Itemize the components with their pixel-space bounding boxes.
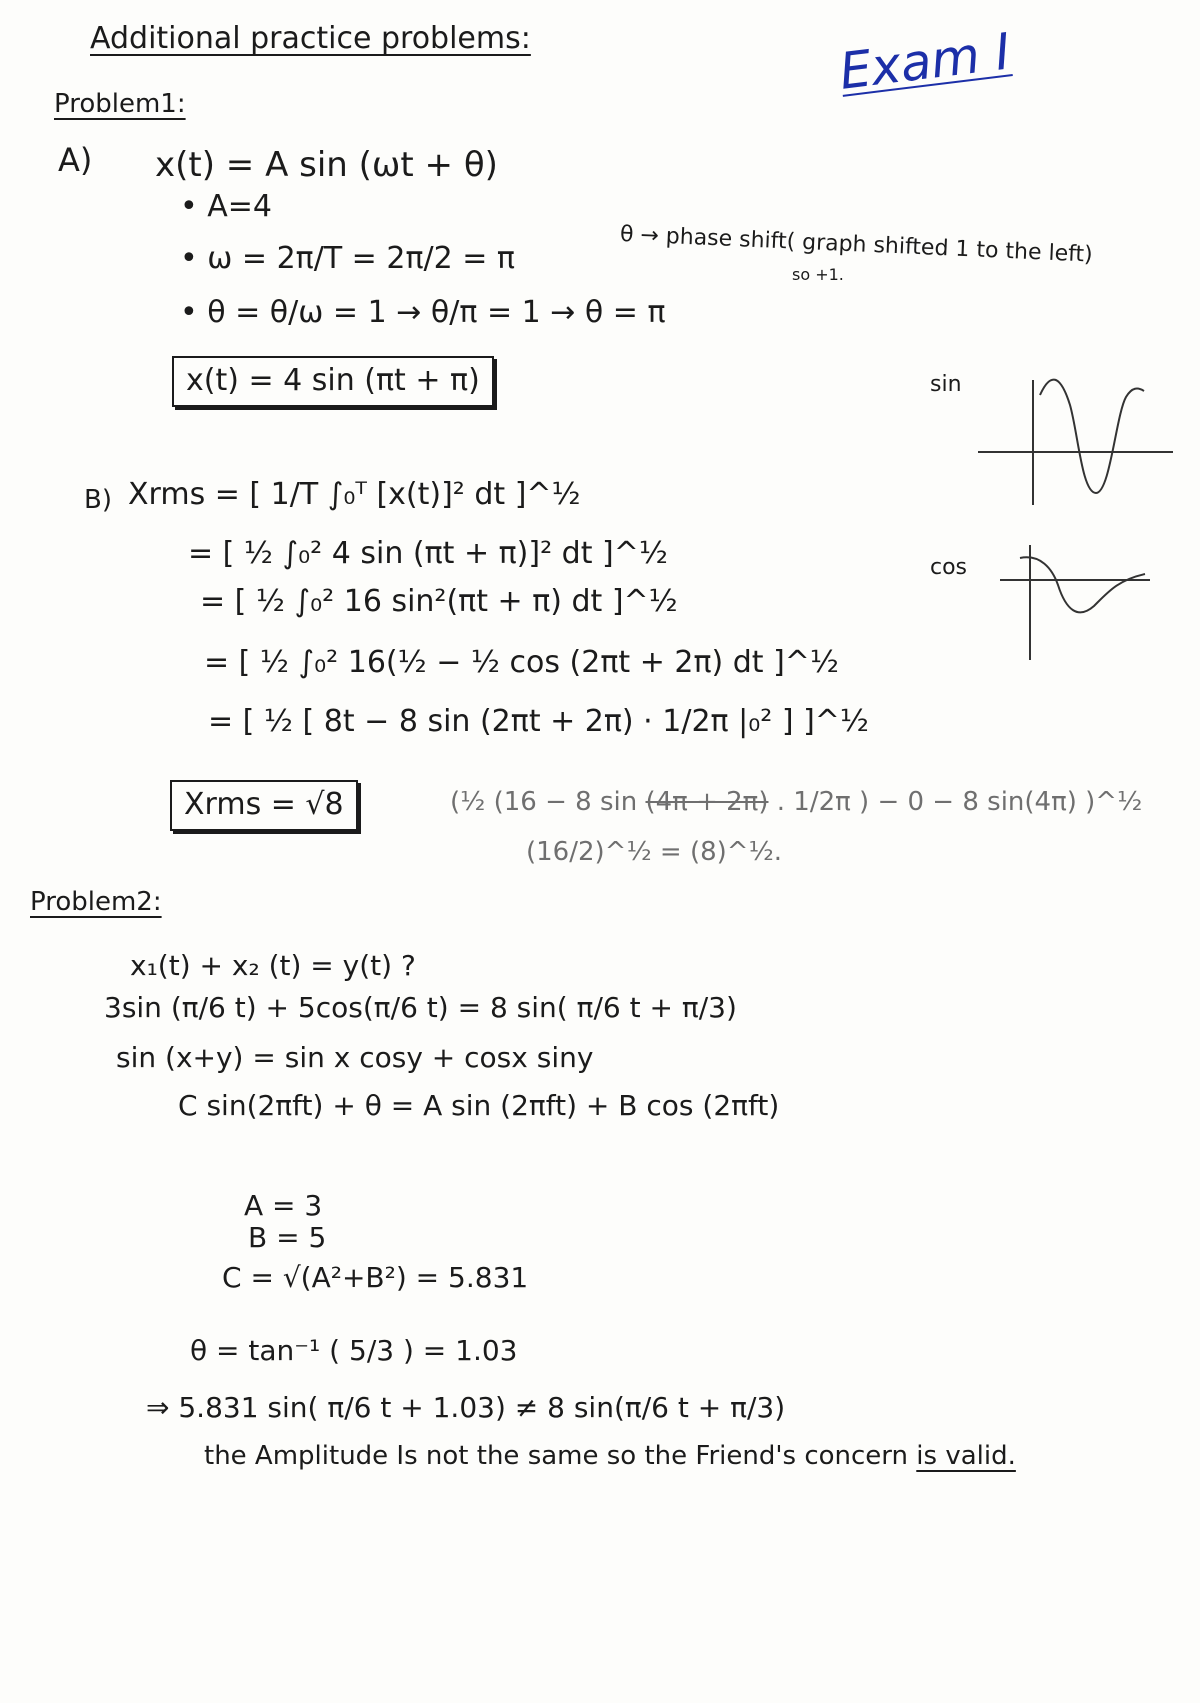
exam-tag: Exam I xyxy=(836,22,1014,101)
part-a-answer: x(t) = 4 sin (πt + π) xyxy=(172,356,494,407)
rms-step-3: = [ ½ ∫₀² 16 sin²(πt + π) dt ]^½ xyxy=(200,584,678,619)
cos-graph-label: cos xyxy=(930,555,968,580)
phase-shift-note-2: so +1. xyxy=(792,265,844,284)
omega-value: • ω = 2π/T = 2π/2 = π xyxy=(180,241,515,276)
rms-work-line-1: (½ (16 − 8 sin (4π + 2π) . 1/2π ) − 0 − 8 sin(4π) )^½ xyxy=(450,787,1143,817)
conclusion: the Amplitude Is not the same so the Friend's concern is valid. xyxy=(204,1441,1016,1471)
part-a-formula: x(t) = A sin (ωt + θ) xyxy=(155,145,498,185)
rms-work-line-2: (16/2)^½ = (8)^½. xyxy=(526,837,783,867)
a-value: A = 3 xyxy=(244,1189,323,1222)
rms-step-5: = [ ½ [ 8t − 8 sin (2πt + 2π) · 1/2π |₀² ] ]^½ xyxy=(208,704,869,739)
phase-shift-note: θ → phase shift( graph shifted 1 to the left) xyxy=(619,222,1094,268)
b-value: B = 5 xyxy=(248,1221,327,1254)
part-b-label: B) xyxy=(84,485,112,515)
page-title: Additional practice problems: xyxy=(90,21,531,56)
theta-result: θ = tan⁻¹ ( 5/3 ) = 1.03 xyxy=(190,1334,518,1367)
rms-step-4: = [ ½ ∫₀² 16(½ − ½ cos (2πt + 2π) dt ]^½ xyxy=(204,645,840,680)
general-form: C sin(2πft) + θ = A sin (2πft) + B cos (2πft) xyxy=(178,1089,780,1122)
problem1-heading: Problem1: xyxy=(54,89,186,119)
part-a-label: A) xyxy=(58,141,93,179)
rms-step-2: = [ ½ ∫₀² 4 sin (πt + π)]² dt ]^½ xyxy=(188,536,668,571)
amplitude-value: • A=4 xyxy=(180,189,272,224)
theta-value: • θ = θ/ω = 1 → θ/π = 1 → θ = π xyxy=(180,295,666,330)
sum-equation: 3sin (π/6 t) + 5cos(π/6 t) = 8 sin( π/6 t + π/3) xyxy=(104,991,737,1024)
sum-identity: sin (x+y) = sin x cosy + cosx siny xyxy=(116,1041,594,1074)
sin-graph-label: sin xyxy=(930,372,962,397)
part-b-answer: Xrms = √8 xyxy=(170,780,358,831)
c-value: C = √(A²+B²) = 5.831 xyxy=(222,1261,529,1294)
problem2-heading: Problem2: xyxy=(30,887,162,917)
rms-def-line: Xrms = [ 1/T ∫₀ᵀ [x(t)]² dt ]^½ xyxy=(128,477,581,512)
cos-graph xyxy=(1000,540,1160,665)
comparison-line: ⇒ 5.831 sin( π/6 t + 1.03) ≠ 8 sin(π/6 t + π/3) xyxy=(146,1391,786,1424)
sin-graph xyxy=(978,375,1178,510)
sum-question: x₁(t) + x₂ (t) = y(t) ? xyxy=(130,949,416,982)
